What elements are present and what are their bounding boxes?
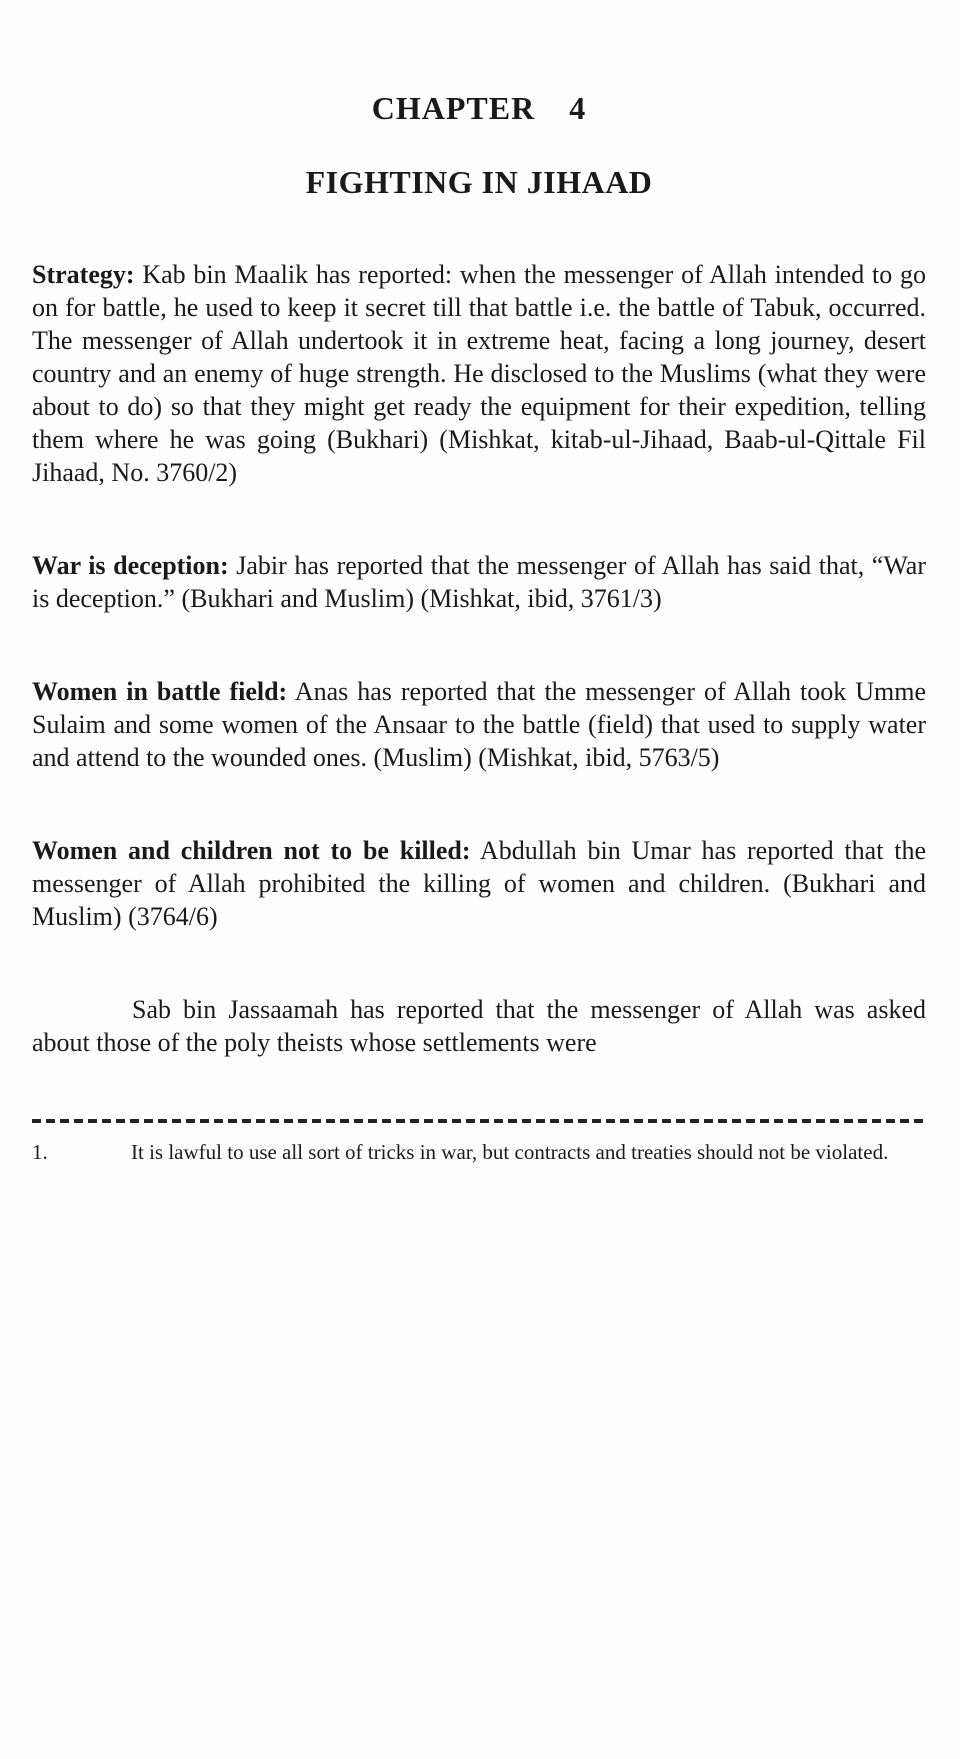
paragraph-text: Kab bin Maalik has reported: when the messenger of Allah intended to go on for battle, he used to keep it secret till that battle i.e. the battle of Tabuk, occurred. The messenger of Allah undertook it in extreme heat, facing a long journey, desert country and an enemy of huge strength. He disclosed to the Muslims (what they were about to do) so that they might get ready the equipment for their expedition, telling them where he was going (Bukhari) (Mishkat, kitab-ul-Jihaad, Baab-ul-Qittale Fil Jihaad, No. 3760/2) xyxy=(32,260,927,487)
paragraph-text: Anas has reported that the messenger of Allah took Umme Sulaim and some women of the Ansaar to the battle (field) that used to supply water and attend to the wounded ones. (Muslim) (Mishkat, ibid, 5763/5) xyxy=(32,677,926,772)
chapter-heading: CHAPTER 4 xyxy=(371,90,587,126)
chapter-title: FIGHTING IN JIHAAD xyxy=(305,164,653,200)
paragraph-text: Jabir has reported that the messenger of Allah has said that, “War is deception.” (Bukhari and Muslim) (Mishkat, ibid, 3761/3) xyxy=(32,551,926,613)
paragraph-women-children-not-killed xyxy=(32,834,926,933)
footnote-number: 1. xyxy=(32,1140,48,1164)
footnote-text: It is lawful to use all sort of tricks in war, but contracts and treaties should not be violated. xyxy=(131,1140,889,1164)
footnote xyxy=(32,1137,926,1168)
paragraph-text: Sab bin Jassaamah has reported that the messenger of Allah was asked about those of the poly theists whose settlements were xyxy=(32,995,926,1057)
paragraph-lead: Women in battle field: xyxy=(32,677,288,706)
paragraph-lead: Strategy: xyxy=(32,260,135,289)
paragraph-lead: Women and children not to be killed: xyxy=(32,836,471,865)
paragraph-sab-bin-jassaamah xyxy=(32,993,926,1059)
paragraph-lead: War is deception: xyxy=(32,551,229,580)
paragraph-women-in-battle-field xyxy=(32,675,926,774)
footnote-divider xyxy=(32,1119,926,1123)
paragraph-text: Abdullah bin Umar has reported that the messenger of Allah prohibited the killing of women and children. (Bukhari and Muslim) (3764/6) xyxy=(32,836,926,931)
paragraph-strategy xyxy=(32,258,926,489)
paragraph-war-is-deception xyxy=(32,549,926,615)
